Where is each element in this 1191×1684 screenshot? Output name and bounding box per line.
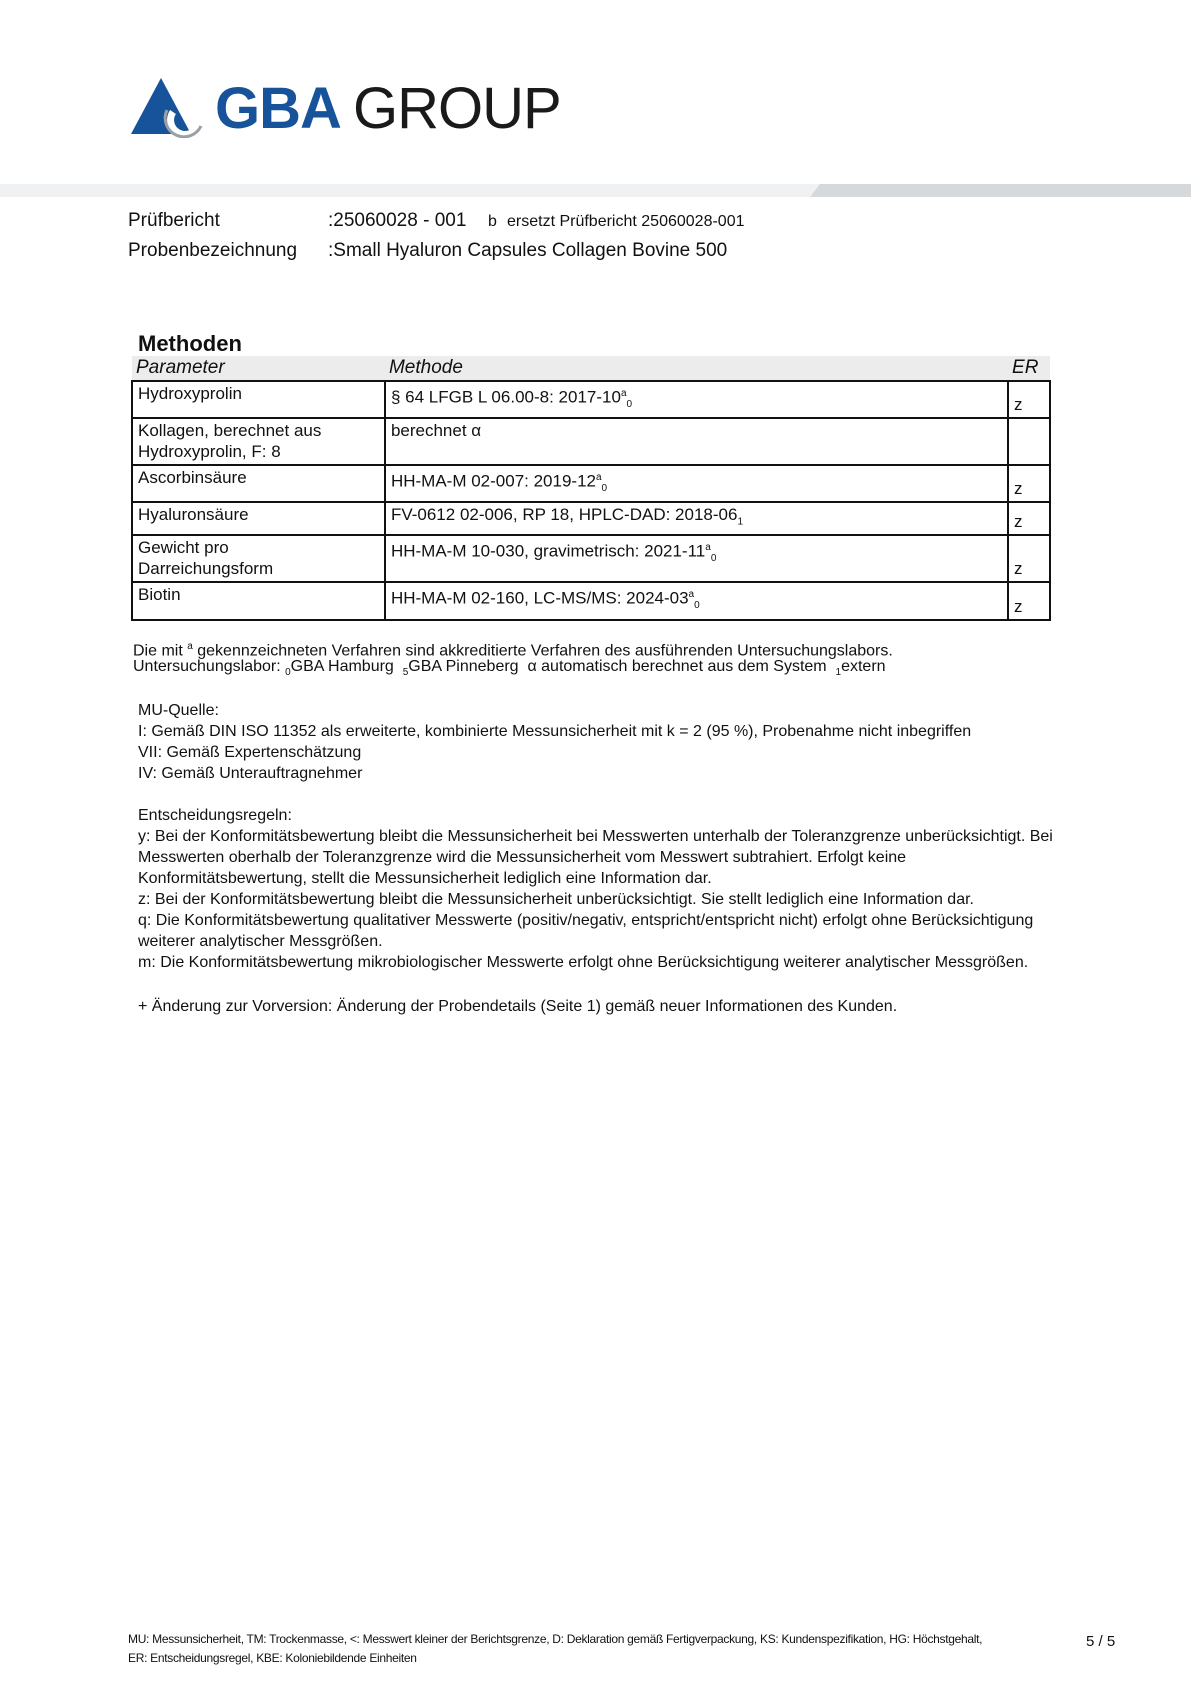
- lab-mark: 0: [626, 399, 633, 411]
- accreditation-mark: a: [688, 589, 695, 601]
- method-text: HH-MA-M 10-030, gravimetrisch: 2021-11: [390, 542, 706, 562]
- mu-source-title: MU-Quelle:: [138, 702, 219, 719]
- parameter-text: Biotin: [138, 585, 181, 605]
- table-row: [132, 535, 1050, 582]
- report-replaces: ersetzt Prüfbericht 25060028-001: [507, 213, 745, 230]
- decision-rule-line: q: Die Konformitätsbewertung qualitativer Messwerte (positiv/negativ, entspricht/entspricht nicht) erfolgt ohne Berücksichtigung: [138, 912, 1034, 929]
- mu-source-line: IV: Gemäß Unterauftragnehmer: [138, 765, 363, 782]
- header-band: [0, 184, 1191, 197]
- decision-rule-line: Konformitätsbewertung, stellt die Messunsicherheit lediglich eine Information dar.: [138, 870, 712, 887]
- footer-legend-line-2: ER: Entscheidungsregel, KBE: Koloniebildende Einheiten: [128, 1651, 417, 1665]
- er-cell: [1008, 418, 1050, 465]
- parameter-text: Ascorbinsäure: [138, 468, 247, 488]
- method-text: HH-MA-M 02-007: 2019-12: [390, 471, 596, 491]
- methods-title: Methoden: [138, 331, 242, 356]
- decision-rule-line: weiterer analytischer Messgrößen.: [138, 933, 383, 950]
- decision-rule-line: m: Die Konformitätsbewertung mikrobiologischer Messwerte erfolgt ohne Berücksichtigung weiterer analytischer Messgrößen.: [138, 954, 1029, 971]
- table-row: [132, 582, 1050, 619]
- logo-text-gba: GBA: [215, 76, 341, 141]
- accreditation-mark: a: [705, 542, 711, 554]
- parameter-cell: [132, 418, 385, 465]
- er-cell: z: [1008, 381, 1050, 418]
- page-number: 5 / 5: [1086, 1633, 1116, 1650]
- report-number: :25060028 - 001: [328, 210, 467, 231]
- accreditation-mark: a: [595, 472, 602, 484]
- footer-legend-line-1: MU: Messunsicherheit, TM: Trockenmasse, <: Messwert kleiner der Berichtsgrenze, D: Deklaration gemäß Fertigverpackung, KS: Kundenspezifikation, HG: Höchstgehalt,: [128, 1632, 983, 1646]
- column-header-parameter: Parameter: [132, 356, 385, 381]
- lab-5-sub: 5: [402, 667, 409, 679]
- lab-1: extern: [841, 658, 886, 675]
- er-cell: z: [1008, 535, 1050, 582]
- parameter-text: Hyaluronsäure: [138, 505, 249, 525]
- report-label: Prüfbericht: [128, 210, 220, 231]
- sample-name: :Small Hyaluron Capsules Collagen Bovine 500: [328, 240, 728, 261]
- accredited-note-sup: a: [187, 641, 193, 652]
- lab-mark: 0: [710, 553, 717, 565]
- logo-text-group: GROUP: [353, 76, 561, 141]
- accreditation-mark: a: [620, 388, 627, 399]
- parameter-text: Gewicht pro: [138, 538, 229, 558]
- mu-source-line: VII: Gemäß Expertenschätzung: [138, 744, 362, 761]
- parameter-cell: [132, 582, 385, 619]
- column-header-method: Methode: [385, 356, 1008, 381]
- er-cell: z: [1008, 582, 1050, 619]
- lab-label: Untersuchungslabor:: [133, 658, 281, 675]
- decision-rules-section: [138, 805, 1053, 973]
- method-text: berechnet α: [390, 421, 482, 441]
- table-row: [132, 502, 1050, 535]
- lab-mark: 1: [737, 516, 744, 528]
- table-row: [132, 381, 1050, 418]
- mu-source-line: I: Gemäß DIN ISO 11352 als erweiterte, kombinierte Messunsicherheit mit k = 2 (95 %), Probenahme nicht inbegriffen: [138, 723, 972, 740]
- method-cell: [385, 502, 1008, 535]
- accredited-note-pre: Die mit: [133, 642, 183, 660]
- accredited-note-post: gekennzeichneten Verfahren sind akkreditierte Verfahren des ausführenden Untersuchungslabors.: [197, 642, 893, 660]
- parameter-text: Darreichungsform: [138, 559, 274, 579]
- lab-mark: 0: [694, 600, 700, 612]
- methods-table: [131, 356, 1051, 621]
- parameter-cell: [132, 535, 385, 582]
- methods-header-row: [132, 356, 1050, 381]
- parameter-cell: [132, 381, 385, 418]
- parameter-text: Kollagen, berechnet aus: [138, 421, 322, 441]
- table-row: [132, 418, 1050, 465]
- mu-source-section: [138, 700, 971, 784]
- decision-rule-line: Messwerten oberhalb der Toleranzgrenze wird die Messunsicherheit vom Messwert subtrahiert. Erfolgt keine: [138, 849, 907, 866]
- er-cell: z: [1008, 465, 1050, 502]
- lab-0: GBA Hamburg: [290, 658, 394, 675]
- decision-rule-line: z: Bei der Konformitätsbewertung bleibt die Messunsicherheit unberücksichtigt. Sie stellt lediglich eine Information dar.: [138, 891, 974, 908]
- report-revision: b: [488, 213, 497, 230]
- methods-body: [132, 381, 1050, 620]
- lab-mark: 0: [601, 483, 608, 495]
- method-text: FV-0612 02-006, RP 18, HPLC-DAD: 2018-06: [390, 505, 738, 525]
- parameter-cell: [132, 465, 385, 502]
- method-cell: [385, 418, 1008, 465]
- sample-label: Probenbezeichnung: [128, 240, 298, 261]
- er-cell: z: [1008, 502, 1050, 535]
- parameter-text: Hydroxyprolin: [138, 384, 242, 403]
- table-row: [132, 465, 1050, 502]
- method-cell: [385, 535, 1008, 582]
- decision-rule-line: y: Bei der Konformitätsbewertung bleibt die Messunsicherheit bei Messwerten unterhalb der Toleranzgrenze unberücksichtigt. Bei: [138, 828, 1053, 845]
- lab-0-sub: 0: [285, 667, 291, 679]
- method-text: HH-MA-M 02-160, LC-MS/MS: 2024-03: [390, 589, 689, 609]
- gba-mountain-icon: [131, 74, 211, 138]
- lab-alpha: α automatisch berechnet aus dem System: [527, 658, 827, 675]
- method-cell: [385, 582, 1008, 619]
- method-cell: [385, 381, 1008, 418]
- method-cell: [385, 465, 1008, 502]
- parameter-cell: [132, 502, 385, 535]
- change-note: + Änderung zur Vorversion: Änderung der Probendetails (Seite 1) gemäß neuer Informationen des Kunden.: [138, 998, 898, 1015]
- gba-group-logo: [131, 74, 571, 144]
- method-text: § 64 LFGB L 06.00-8: 2017-10: [390, 387, 621, 407]
- lab-1-sub: 1: [835, 667, 842, 679]
- column-header-er: ER: [1008, 356, 1050, 381]
- lab-5: GBA Pinneberg: [408, 658, 519, 675]
- parameter-text: Hydroxyprolin, F: 8: [138, 442, 281, 462]
- decision-rules-title: Entscheidungsregeln:: [138, 807, 292, 824]
- lab-legend: [133, 656, 886, 683]
